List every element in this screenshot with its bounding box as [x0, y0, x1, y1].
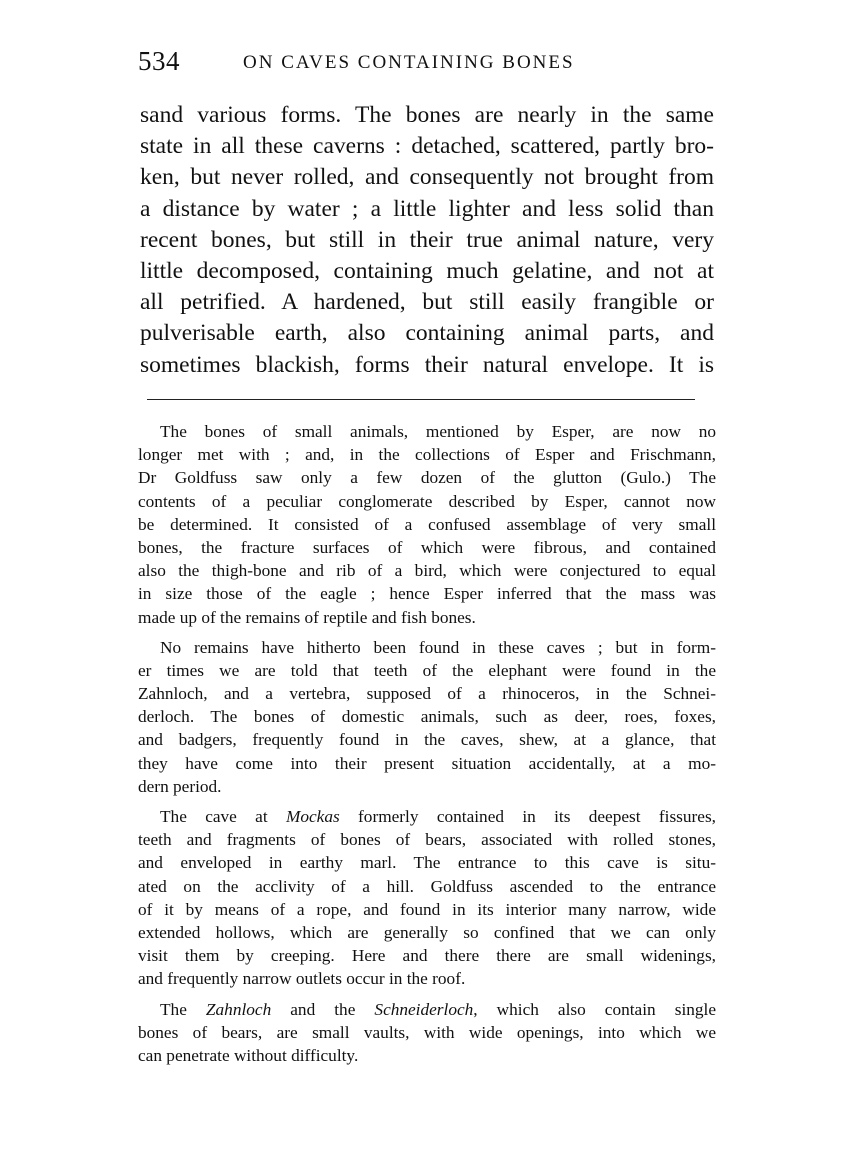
footnote-line: of it by means of a rope, and found in its interior many narrow, wide [138, 899, 716, 919]
running-head: ON CAVES CONTAINING BONES [243, 52, 575, 73]
footnote-line: made up of the remains of reptile and fish bones. [138, 607, 476, 627]
footnote-line: ated on the acclivity of a hill. Goldfuss ascended to the entrance [138, 876, 716, 896]
footnote-line: extended hollows, which are generally so confined that we can only [138, 922, 716, 942]
footnote-line: also the thigh-bone and rib of a bird, which were conjectured to equal [138, 561, 716, 581]
footnote-divider [147, 399, 695, 400]
footnote-line: in size those of the eagle ; hence Esper inferred that the mass was [138, 584, 716, 604]
footnote-text: The cave at [160, 807, 286, 826]
footnote-line: Dr Goldfuss saw only a few dozen of the glutton (Gulo.) The [138, 468, 716, 488]
main-text-line: sand various forms. The bones are nearly in the same [140, 102, 714, 128]
footnotes-block [138, 420, 716, 1070]
footnote-line [138, 998, 716, 1021]
footnote-line: they have come into their present situation accidentally, at a mo- [138, 753, 716, 773]
footnote-line: bones of bears, are small vaults, with wide openings, into which we [138, 1022, 716, 1042]
page-number: 534 [138, 46, 180, 76]
footnote-line [138, 805, 716, 828]
footnote-text: The [160, 999, 206, 1019]
main-text-line: a distance by water ; a little lighter and less solid than [140, 195, 714, 222]
footnote-line: derloch. The bones of domestic animals, such as deer, roes, foxes, [138, 707, 716, 727]
footnote-line: contents of a peculiar conglomerate described by Esper, cannot now [138, 491, 716, 511]
footnote-line: visit them by creeping. Here and there there are small widenings, [138, 946, 716, 966]
footnote-line: longer met with ; and, in the collections of Esper and Frischmann, [138, 445, 716, 465]
footnote-text: and the [271, 999, 375, 1019]
main-text-block [140, 100, 714, 381]
footnote-paragraph-2 [138, 636, 716, 798]
main-text-line: all petrified. A hardened, but still easily frangible or [140, 289, 714, 316]
main-text-line: ken, but never rolled, and consequently not brought from [140, 164, 714, 191]
footnote-line: can penetrate without difficulty. [138, 1045, 359, 1065]
footnote-line: be determined. It consisted of a confused assemblage of very small [138, 514, 716, 534]
footnote-line: Zahnloch, and a vertebra, supposed of a rhinoceros, in the Schnei- [138, 684, 716, 704]
footnote-paragraph-1 [138, 420, 716, 629]
footnote-line: The bones of small animals, mentioned by Esper, are now no [160, 422, 716, 441]
main-text-line: recent bones, but still in their true animal nature, very [140, 226, 714, 253]
main-text-line: state in all these caverns : detached, scattered, partly bro- [140, 133, 714, 160]
footnote-line: bones, the fracture surfaces of which were fibrous, and contained [138, 537, 716, 557]
footnote-text: formerly contained in its deepest fissures, [339, 807, 717, 826]
footnote-line: and enveloped in earthy marl. The entrance to this cave is situ- [138, 853, 716, 873]
main-text-line: sometimes blackish, forms their natural envelope. It is [140, 351, 714, 378]
place-name-mockas: Mockas [285, 807, 340, 826]
footnote-line: dern period. [138, 776, 222, 796]
footnote-line: teeth and fragments of bones of bears, associated with rolled stones, [138, 830, 716, 850]
footnote-line: and badgers, frequently found in the caves, shew, at a glance, that [138, 730, 716, 750]
main-text-line: pulverisable earth, also containing animal parts, and [140, 320, 714, 347]
footnote-text: , which also contain single [473, 999, 716, 1019]
footnote-line: No remains have hitherto been found in these caves ; but in form- [160, 637, 716, 657]
place-name-zahnloch: Zahnloch [205, 999, 272, 1019]
footnote-paragraph-3 [138, 805, 716, 991]
footnote-paragraph-4 [138, 998, 716, 1068]
page-header [138, 44, 716, 78]
main-text-line: little decomposed, containing much gelatine, and not at [140, 257, 714, 284]
footnote-line: and frequently narrow outlets occur in the roof. [138, 969, 466, 989]
place-name-schneiderloch: Schneiderloch [374, 999, 474, 1019]
footnote-line: er times we are told that teeth of the elephant were found in the [138, 660, 716, 680]
